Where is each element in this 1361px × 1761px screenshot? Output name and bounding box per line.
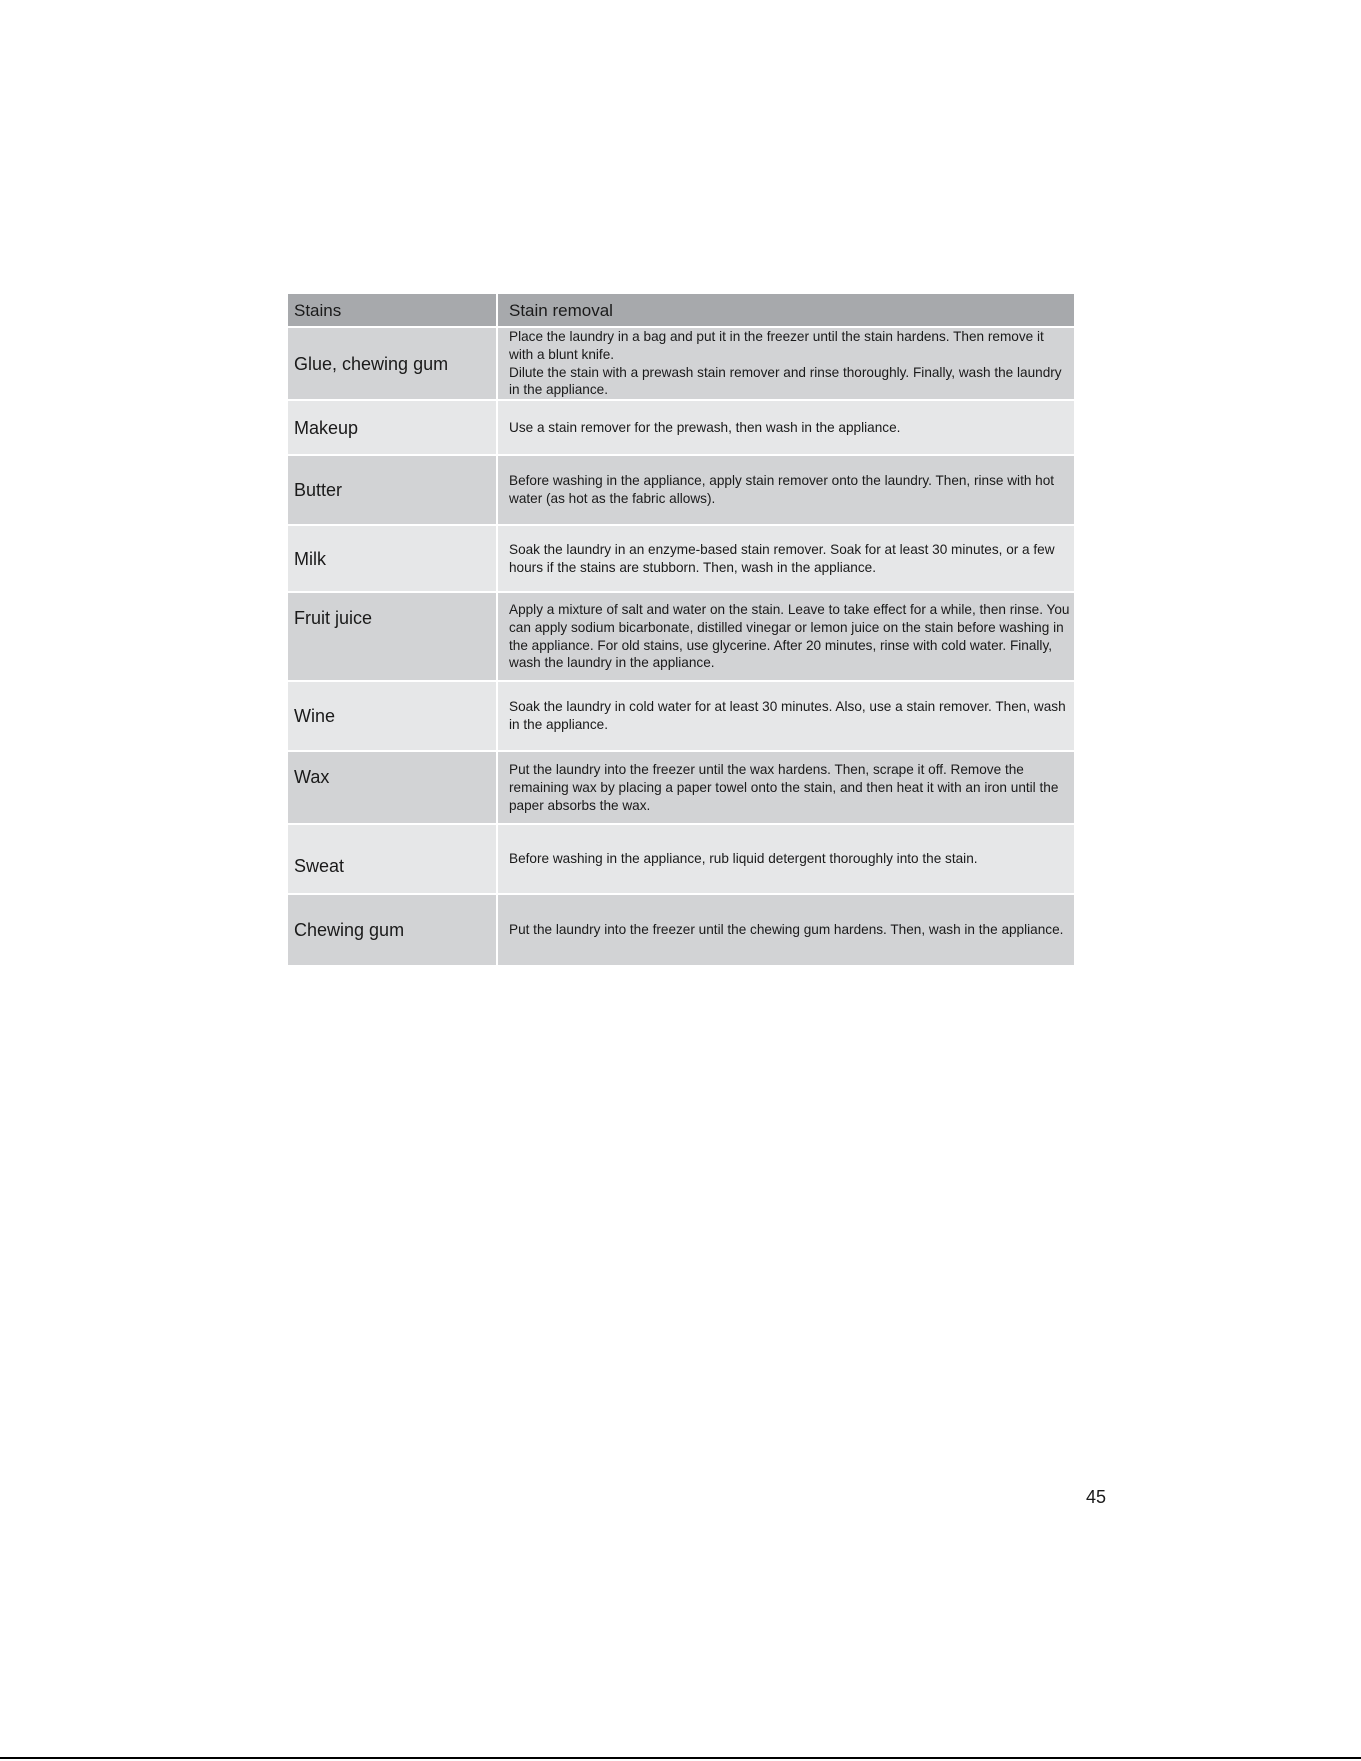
- header-stain-removal: Stain removal: [497, 293, 1075, 327]
- stain-removal-text: [497, 751, 1075, 824]
- removal-line: Place the laundry in a bag and put it in the freezer until the stain hardens. Then remove it with a blunt knife.: [509, 329, 1044, 362]
- table-header-row: [287, 293, 1075, 327]
- stain-removal-text: [497, 400, 1075, 455]
- page-number: 45: [1086, 1487, 1107, 1507]
- stain-name: Fruit juice: [287, 592, 497, 681]
- stain-name: Sweat: [287, 824, 497, 894]
- table-row: [287, 894, 1075, 966]
- stain-name: Butter: [287, 455, 497, 525]
- table-row: [287, 751, 1075, 824]
- stain-name: Makeup: [287, 400, 497, 455]
- table-row: [287, 525, 1075, 592]
- removal-line: Apply a mixture of salt and water on the stain. Leave to take effect for a while, then rinse. You can apply sodium bicarbonate, distilled vinegar or lemon juice on the stain before washing in the appliance. For old stains, use glycerine. After 20 minutes, rinse with cold water. Finally, wash the laundry in the appliance.: [509, 602, 1070, 671]
- stain-removal-text: [497, 824, 1075, 894]
- bottom-rule: [0, 1757, 1361, 1759]
- stain-removal-text: [497, 894, 1075, 966]
- header-stains: Stains: [287, 293, 497, 327]
- stain-name: Milk: [287, 525, 497, 592]
- stain-removal-text: [497, 681, 1075, 751]
- stain-name: Chewing gum: [287, 894, 497, 966]
- table-row: [287, 455, 1075, 525]
- stain-removal-table: [286, 292, 1076, 967]
- table-row: [287, 824, 1075, 894]
- stain-name: Wax: [287, 751, 497, 824]
- removal-line: Before washing in the appliance, rub liquid detergent thoroughly into the stain.: [509, 851, 978, 867]
- removal-line: Put the laundry into the freezer until the wax hardens. Then, scrape it off. Remove the remaining wax by placing a paper towel onto the stain, and then heat it with an iron until the paper absorbs the wax.: [509, 761, 1059, 813]
- table-row: [287, 327, 1075, 400]
- table-row: [287, 592, 1075, 681]
- removal-line: Soak the laundry in an enzyme-based stain remover. Soak for at least 30 minutes, or a few hours if the stains are stubborn. Then, wash in the appliance.: [509, 541, 1055, 575]
- table-row: [287, 681, 1075, 751]
- stain-name: Wine: [287, 681, 497, 751]
- removal-line: Soak the laundry in cold water for at least 30 minutes. Also, use a stain remover. Then, wash in the appliance.: [509, 699, 1066, 733]
- removal-line: Use a stain remover for the prewash, then wash in the appliance.: [509, 419, 901, 435]
- stain-name: Glue, chewing gum: [287, 327, 497, 400]
- stain-removal-text: [497, 327, 1075, 400]
- removal-line: Dilute the stain with a prewash stain remover and rinse thoroughly. Finally, wash the laundry in the appliance.: [509, 364, 1062, 398]
- stain-removal-text: [497, 525, 1075, 592]
- stain-removal-text: [497, 592, 1075, 681]
- removal-line: Before washing in the appliance, apply stain remover onto the laundry. Then, rinse with hot water (as hot as the fabric allows).: [509, 473, 1055, 507]
- table-row: [287, 400, 1075, 455]
- stain-removal-text: [497, 455, 1075, 525]
- removal-line: Put the laundry into the freezer until the chewing gum hardens. Then, wash in the appliance.: [509, 922, 1064, 938]
